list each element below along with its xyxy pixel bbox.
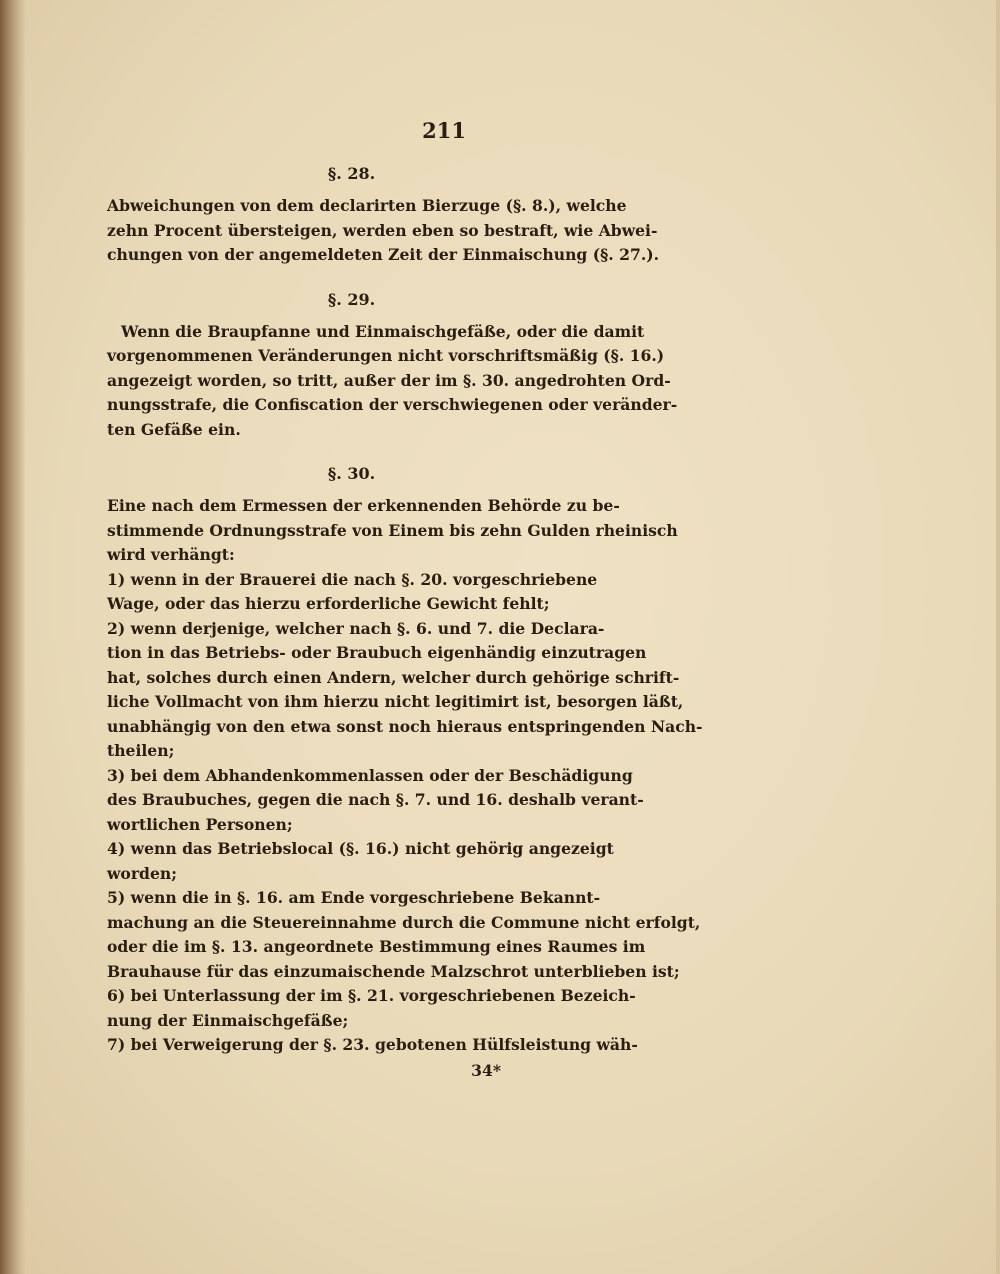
text-line: hat, solches durch einen Andern, welcher durch gehörige schrift- (107, 667, 680, 687)
text-line: Brauhause für das einzumaischende Malzschrot unterblieben ist; (107, 961, 680, 981)
section-heading-29: §. 29. (327, 289, 376, 309)
page-number: 211 (422, 118, 466, 143)
text-line: wird verhängt: (107, 545, 235, 564)
text-line: machung an die Steuereinnahme durch die Commune nicht erfolgt, (107, 912, 701, 932)
text-line: des Braubuches, gegen die nach §. 7. und 16. deshalb verant- (107, 790, 644, 809)
text-block (107, 114, 703, 1084)
page-binding-edge (0, 0, 26, 1274)
section-heading-30: §. 30. (327, 464, 376, 483)
text-line: Eine nach dem Ermessen der erkennenden Behörde zu be- (107, 496, 620, 515)
text-line: angezeigt worden, so tritt, außer der im §. 30. angedrohten Ord- (107, 370, 671, 390)
text-line: zehn Procent übersteigen, werden eben so bestraft, wie Abwei- (107, 220, 658, 240)
page-right-edge (996, 0, 1000, 1274)
text-line: 4) wenn das Betriebslocal (§. 16.) nicht gehörig angezeigt (107, 839, 614, 858)
text-line: nung der Einmaischgefäße; (107, 1010, 349, 1030)
text-line: chungen von der angemeldeten Zeit der Einmaischung (§. 27.). (107, 245, 660, 264)
text-line: Wage, oder das hierzu erforderliche Gewicht fehlt; (107, 594, 550, 613)
text-line: 1) wenn in der Brauerei die nach §. 20. vorgeschriebene (107, 569, 598, 589)
text-line: 6) bei Unterlassung der im §. 21. vorgeschriebenen Bezeich- (107, 986, 636, 1005)
text-line: wortlichen Personen; (107, 814, 293, 834)
text-line: 3) bei dem Abhandenkommenlassen oder der Beschädigung (107, 765, 633, 785)
text-line: unabhängig von den etwa sonst noch hieraus entspringenden Nach- (107, 716, 703, 736)
section-28-body (107, 194, 660, 268)
section-heading-28: §. 28. (327, 164, 376, 183)
text-line: tion in das Betriebs- oder Braubuch eigenhändig einzutragen (107, 643, 647, 662)
signature-mark: 34* (471, 1060, 501, 1080)
text-line: ten Gefäße ein. (107, 419, 241, 439)
text-line: worden; (107, 863, 177, 883)
text-line: Abweichungen von dem declarirten Bierzuge (§. 8.), welche (107, 196, 627, 215)
text-line: 7) bei Verweigerung der §. 23. gebotenen Hülfsleistung wäh- (107, 1035, 638, 1054)
section-30-body (107, 494, 703, 1058)
text-line: 5) wenn die in §. 16. am Ende vorgeschriebene Bekannt- (107, 888, 601, 907)
text-line: liche Vollmacht von ihm hierzu nicht legitimirt ist, besorgen läßt, (107, 692, 684, 711)
text-line: oder die im §. 13. angeordnete Bestimmung eines Raumes im (107, 937, 646, 956)
text-line: Wenn die Braupfanne und Einmaischgefäße, oder die damit (121, 321, 645, 341)
text-line: 2) wenn derjenige, welcher nach §. 6. und 7. die Declara- (107, 618, 605, 638)
text-line: stimmende Ordnungsstrafe von Einem bis zehn Gulden rheinisch (107, 520, 678, 540)
text-line: theilen; (107, 741, 175, 760)
section-29-body (107, 320, 678, 443)
text-line: nungsstrafe, die Confiscation der verschwiegenen oder veränder- (107, 395, 678, 414)
text-line: vorgenommenen Veränderungen nicht vorschriftsmäßig (§. 16.) (107, 346, 665, 365)
